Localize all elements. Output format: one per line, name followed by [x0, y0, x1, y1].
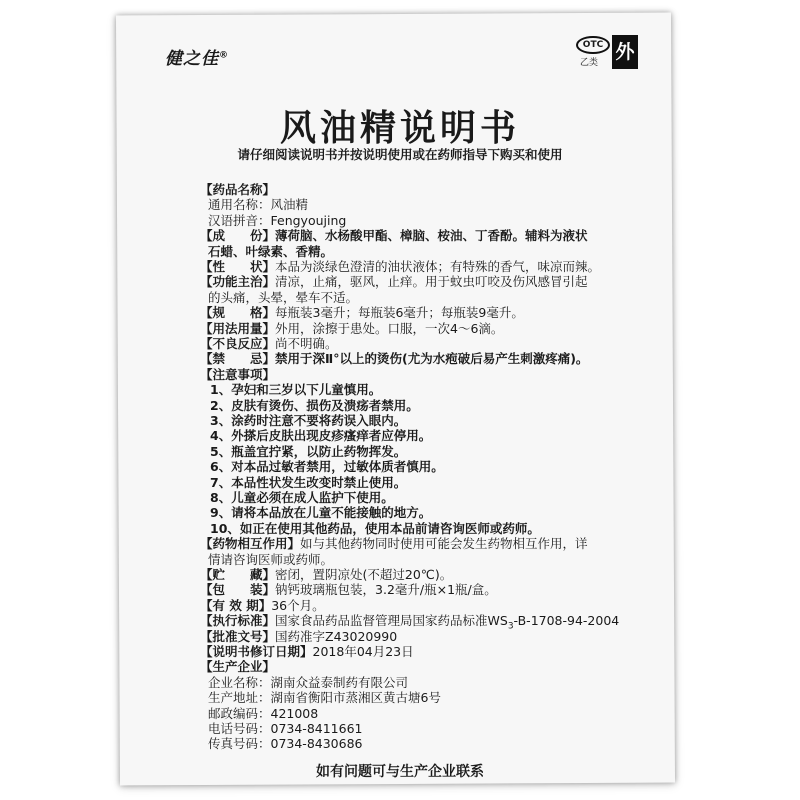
note-item: 6、对本品过敏者禁用，过敏体质者慎用。 [210, 459, 444, 475]
note-item: 2、皮肤有烫伤、损伤及溃疡者禁用。 [210, 397, 419, 413]
maker-address: 生产地址：湖南省衡阳市蒸湘区黄古塘6号 [208, 690, 441, 706]
note-item: 9、请将本品放在儿童不能接触的地方。 [210, 505, 432, 521]
function-row: 【功能主治】清凉，止痛，驱风，止痒。用于蚊虫叮咬及伤风感冒引起 [200, 274, 588, 290]
postcode: 邮政编码：421008 [208, 705, 319, 721]
adverse-row: 【不良反应】尚不明确。 [200, 336, 338, 351]
properties-row: 【性 状】本品为淡绿色澄清的油状液体；有特殊的香气，味凉而辣。 [200, 259, 601, 274]
standard-row: 【执行标准】国家食品药品监督管理局国家药品标准$WS_3-B-1708-94-2004$ [200, 613, 620, 632]
external-use-mark: 外 [612, 35, 638, 69]
maker-header: 【生产企业】 [200, 659, 276, 675]
spec-row: 【规 格】每瓶装3毫升；每瓶装6毫升；每瓶装9毫升。 [200, 305, 524, 321]
note-item: 10、如正在使用其他药品，使用本品前请咨询医师或药师。 [210, 520, 540, 536]
notes-header: 【注意事项】 [200, 366, 276, 382]
document-title: 风油精说明书 [279, 108, 520, 149]
brand-logo: 健之佳® [165, 49, 229, 69]
usage-row: 【用法用量】外用，涂擦于患处。口服，一次4～6滴。 [200, 320, 504, 336]
fax-number: 传真号码：0734-8430686 [208, 736, 363, 752]
name-header: 【药品名称】 [200, 182, 276, 197]
contraindications-row: 【禁 忌】禁用于深Ⅱ°以上的烫伤(尤为水疱破后易产生刺激疼痛)。 [200, 351, 589, 367]
document-subtitle: 请仔细阅读说明书并按说明使用或在药师指导下购买和使用 [237, 147, 563, 162]
phone-number: 电话号码：0734-8411661 [208, 721, 363, 736]
common-name: 通用名称：风油精 [208, 197, 309, 213]
ingredients-cont: 石蜡、叶绿素、香精。 [208, 243, 334, 259]
note-item: 3、涂药时注意不要将药误入眼内。 [210, 413, 407, 428]
pinyin-name: 汉语拼音：Fengyoujing [208, 212, 347, 228]
note-item: 7、本品性状发生改变时禁止使用。 [210, 474, 407, 490]
maker-name: 企业名称：湖南众益泰制药有限公司 [208, 674, 409, 690]
note-item: 1、孕妇和三岁以下儿童慎用。 [210, 382, 382, 398]
package-row: 【包 装】钠钙玻璃瓶包装，3.2毫升/瓶×1瓶/盒。 [200, 582, 497, 598]
approval-row: 【批准文号】国药准字Z43020990 [200, 628, 398, 644]
revision-row: 【说明书修订日期】2018年04月23日 [200, 644, 414, 659]
footer-contact: 如有问题可与生产企业联系 [316, 763, 484, 780]
note-item: 4、外搽后皮肤出现皮疹瘙痒者应停用。 [210, 428, 432, 444]
storage-row: 【贮 藏】密闭，置阴凉处(不超过20℃)。 [200, 567, 453, 582]
otc-class: 乙类 [580, 58, 599, 68]
function-cont: 的头痛，头晕，晕车不适。 [208, 289, 359, 305]
interaction-row: 【药物相互作用】如与其他药物同时使用可能会发生药物相互作用，详 [200, 536, 588, 552]
ingredients-row: 【成 份】薄荷脑、水杨酸甲酯、樟脑、桉油、丁香酚。辅料为液状 [200, 228, 588, 244]
validity-row: 【有 效 期】36个月。 [200, 597, 325, 613]
interaction-cont: 情请咨询医师或药师。 [208, 551, 334, 567]
note-item: 8、儿童必须在成人监护下使用。 [210, 490, 394, 505]
note-item: 5、瓶盖宜拧紧，以防止药物挥发。 [210, 443, 407, 459]
otc-label: OTC [576, 36, 610, 54]
